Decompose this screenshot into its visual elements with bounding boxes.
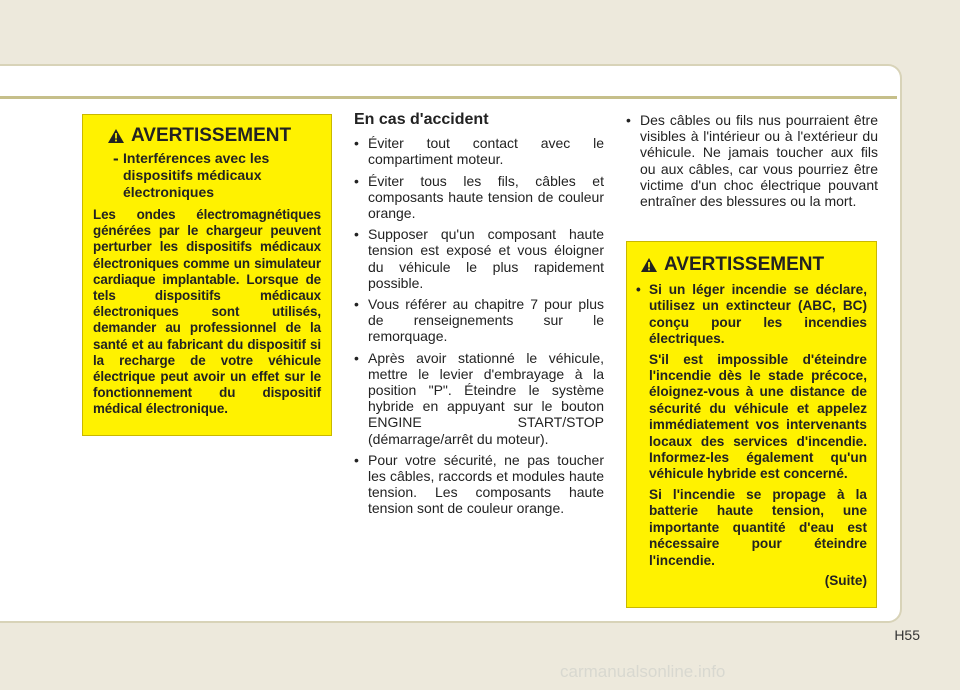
list-item-text: Supposer qu'un composant haute tension est exposé et vous éloigner du véhicule le plus rapidement possible. (368, 226, 604, 291)
bullet: • (354, 296, 359, 313)
list-item-text: Éviter tout contact avec le compartiment moteur. (368, 135, 604, 168)
warning-paragraph: S'il est impossible d'éteindre l'incendie dès le stade précoce, éloignez-vous à une distance de sécurité du véhicule et appelez immédiatement vos intervenants locaux des services d'incendie. Informez-les également qu'un véhicule hybride est concerné. (649, 351, 867, 482)
warning-box-interference (82, 114, 332, 436)
accident-section-continued (626, 112, 878, 214)
list-item-text: Après avoir stationné le véhicule, mettre le levier d'embrayage à la position "P". Éteindre le système hybride en appuyant sur le bouton ENGINE START/STOP (démarrage/arrêt du moteur). (368, 349, 604, 447)
list-item (354, 226, 604, 291)
page-number: H55 (894, 627, 920, 643)
warning-title: AVERTISSEMENT (131, 125, 292, 146)
warning-header (107, 125, 321, 147)
header-rule (0, 96, 897, 99)
bullet: • (354, 451, 359, 468)
list-item-text: Pour votre sécurité, ne pas toucher les câbles, raccords et modules haute tension. Les composants haute tension sont de couleur orange. (368, 451, 604, 517)
warning-box-fire (626, 241, 877, 608)
warning-paragraph: Si l'incendie se propage à la batterie haute tension, une importante quantité d'eau est nécessaire pour éteindre l'incendie. (649, 486, 867, 568)
list-item-text: Éviter tous les fils, câbles et composants haute tension de couleur orange. (368, 172, 604, 222)
bullet: • (626, 112, 631, 128)
subtitle-text: Interférences avec les dispositifs médicaux électroniques (123, 150, 270, 200)
warning-header (640, 254, 867, 276)
bullet: • (354, 135, 359, 152)
list-item (354, 350, 604, 447)
accident-list (354, 135, 604, 516)
bullet: • (354, 226, 359, 243)
accident-list-continued (626, 112, 878, 209)
subtitle-dash: - (113, 149, 119, 168)
watermark: carmanualsonline.info (560, 662, 726, 681)
warning-triangle-icon (640, 257, 658, 273)
list-item (354, 135, 604, 167)
list-item (354, 452, 604, 517)
warning-body: Les ondes électromagnétiques générées par le chargeur peuvent perturber les dispositifs médicaux électroniques comme un simulateur cardiaque implantable. Lorsque de tels dispositifs médicaux électroniques sont utilisés, demander au professionnel de la santé et au fabricant du dispositif si la recharge de votre véhicule électrique peut avoir un effet sur le fonctionnement du dispositif médical électronique. (93, 207, 321, 417)
list-item (354, 296, 604, 345)
bullet: • (636, 282, 641, 297)
accident-section (354, 112, 604, 522)
warning-title: AVERTISSEMENT (664, 254, 825, 275)
warning-subtitle (113, 150, 321, 201)
warning-body (636, 282, 867, 589)
warning-triangle-icon (107, 128, 125, 144)
section-heading: En cas d'accident (354, 111, 489, 128)
bullet: • (354, 172, 359, 189)
bullet: • (354, 349, 359, 366)
list-item-text: Vous référer au chapitre 7 pour plus de renseignements sur le remorquage. (368, 296, 604, 345)
list-item-text: Des câbles ou fils nus pourraient être visibles à l'intérieur ou à l'extérieur du véhicule. Ne jamais toucher aux fils ou aux câbles, car vous pourriez être victime d'un choc électrique pouvant entraîner des blessures ou la mort. (640, 112, 878, 210)
warning-paragraph: Si un léger incendie se déclare, utilisez un extincteur (ABC, BC) conçu pour les incendies électriques. (649, 282, 867, 347)
list-item (354, 173, 604, 222)
list-item (626, 112, 878, 209)
continued-label: (Suite) (824, 572, 867, 588)
